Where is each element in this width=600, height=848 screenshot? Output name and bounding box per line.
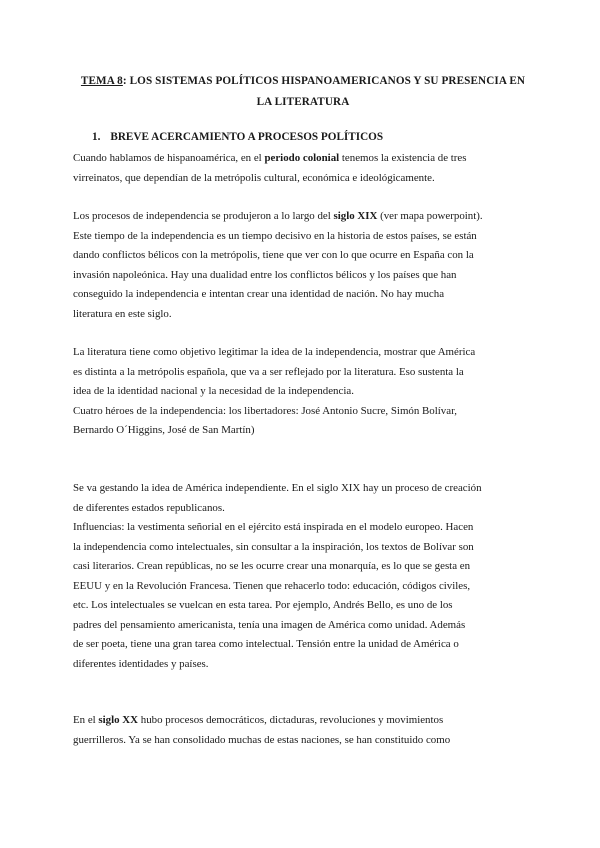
text-line: de ser poeta, tiene una gran tarea como intelectual. Tensión entre la unidad de América o	[73, 638, 459, 650]
section-number: 1.	[92, 131, 101, 143]
text-line: guerrilleros. Ya se han consolidado muchas de estas naciones, se han constituido como	[73, 733, 451, 746]
text-line: La literatura tiene como objetivo legitimar la idea de la independencia, mostrar que América	[73, 346, 476, 358]
text-line: es distinta a la metrópolis española, que va a ser reflejado por la literatura. Eso sustenta la	[73, 365, 464, 378]
text-line: idea de la identidad nacional y la necesidad de la independencia.	[73, 385, 354, 397]
text-line: invasión napoleónica. Hay una dualidad entre los conflictos bélicos y los países que han	[73, 268, 457, 281]
text-line: dando conflictos bélicos con la metrópolis, tiene que ver con lo que ocurre en España con la	[73, 249, 474, 261]
paragraph-twentieth-century	[73, 711, 543, 750]
text-span: hubo procesos democráticos, dictaduras, revoluciones y movimientos	[138, 714, 444, 726]
title-line-1: : LOS SISTEMAS POLÍTICOS HISPANOAMERICANOS Y SU PRESENCIA EN	[122, 75, 526, 87]
paragraph-independence	[73, 207, 543, 324]
text-line: Bernardo O´Higgins, José de San Martín)	[73, 424, 255, 436]
text-line: Este tiempo de la independencia es un tiempo decisivo en la historia de estos países, se están	[73, 229, 477, 242]
text-span: Cuando hablamos de hispanoamérica, en el	[73, 152, 265, 164]
text-span: En el	[73, 714, 99, 726]
text-line: padres del pensamiento americanista, tenía una imagen de América como unidad. Además	[73, 618, 466, 631]
text-line: EEUU y en la Revolución Francesa. Tienen que rehacerlo todo: educación, códigos civiles,	[73, 579, 471, 592]
text-line: la independencia como intelectuales, sin consultar a la inspiración, los textos de Bolívar son	[73, 540, 474, 553]
bold-term: periodo colonial	[264, 152, 340, 164]
paragraph-colonial-period	[73, 149, 543, 188]
bold-term: siglo XX	[98, 714, 139, 726]
title-line-2: LA LITERATURA	[256, 96, 350, 108]
text-span: tenemos la existencia de tres	[339, 152, 467, 164]
text-line: virreinatos, que dependían de la metrópolis cultural, económica e ideológicamente.	[73, 171, 435, 184]
text-line: Se va gestando la idea de América independiente. En el siglo XIX hay un proceso de creación	[73, 482, 482, 494]
text-line: conseguido la independencia e intentan crear una identidad de nación. No hay mucha	[73, 288, 445, 300]
text-line: Influencias: la vestimenta señorial en el ejército está inspirada en el modelo europeo. Hacen	[73, 521, 474, 533]
text-line: Cuatro héroes de la independencia: los libertadores: José Antonio Sucre, Simón Bolívar,	[73, 404, 457, 417]
paragraph-independent-america	[73, 479, 543, 674]
text-span: Los procesos de independencia se produjeron a lo largo del	[73, 210, 334, 222]
section-title: BREVE ACERCAMIENTO A PROCESOS POLÍTICOS	[110, 131, 384, 143]
text-line: casi literarios. Crean repúblicas, no se les ocurre crear una monarquía, es lo que se gesta en	[73, 560, 471, 572]
title-topic-number: TEMA 8	[80, 75, 123, 87]
text-line: literatura en este siglo.	[73, 307, 172, 320]
bold-term: siglo XIX	[333, 210, 378, 222]
text-line: etc. Los intelectuales se vuelcan en esta tarea. Por ejemplo, Andrés Bello, es uno de los	[73, 599, 453, 611]
text-line: diferentes identidades y países.	[73, 657, 209, 670]
section-heading	[92, 131, 384, 143]
document-title	[60, 71, 546, 113]
text-line: de diferentes estados republicanos.	[73, 501, 225, 514]
text-span: (ver mapa powerpoint).	[377, 210, 483, 222]
paragraph-literature-role	[73, 343, 543, 441]
